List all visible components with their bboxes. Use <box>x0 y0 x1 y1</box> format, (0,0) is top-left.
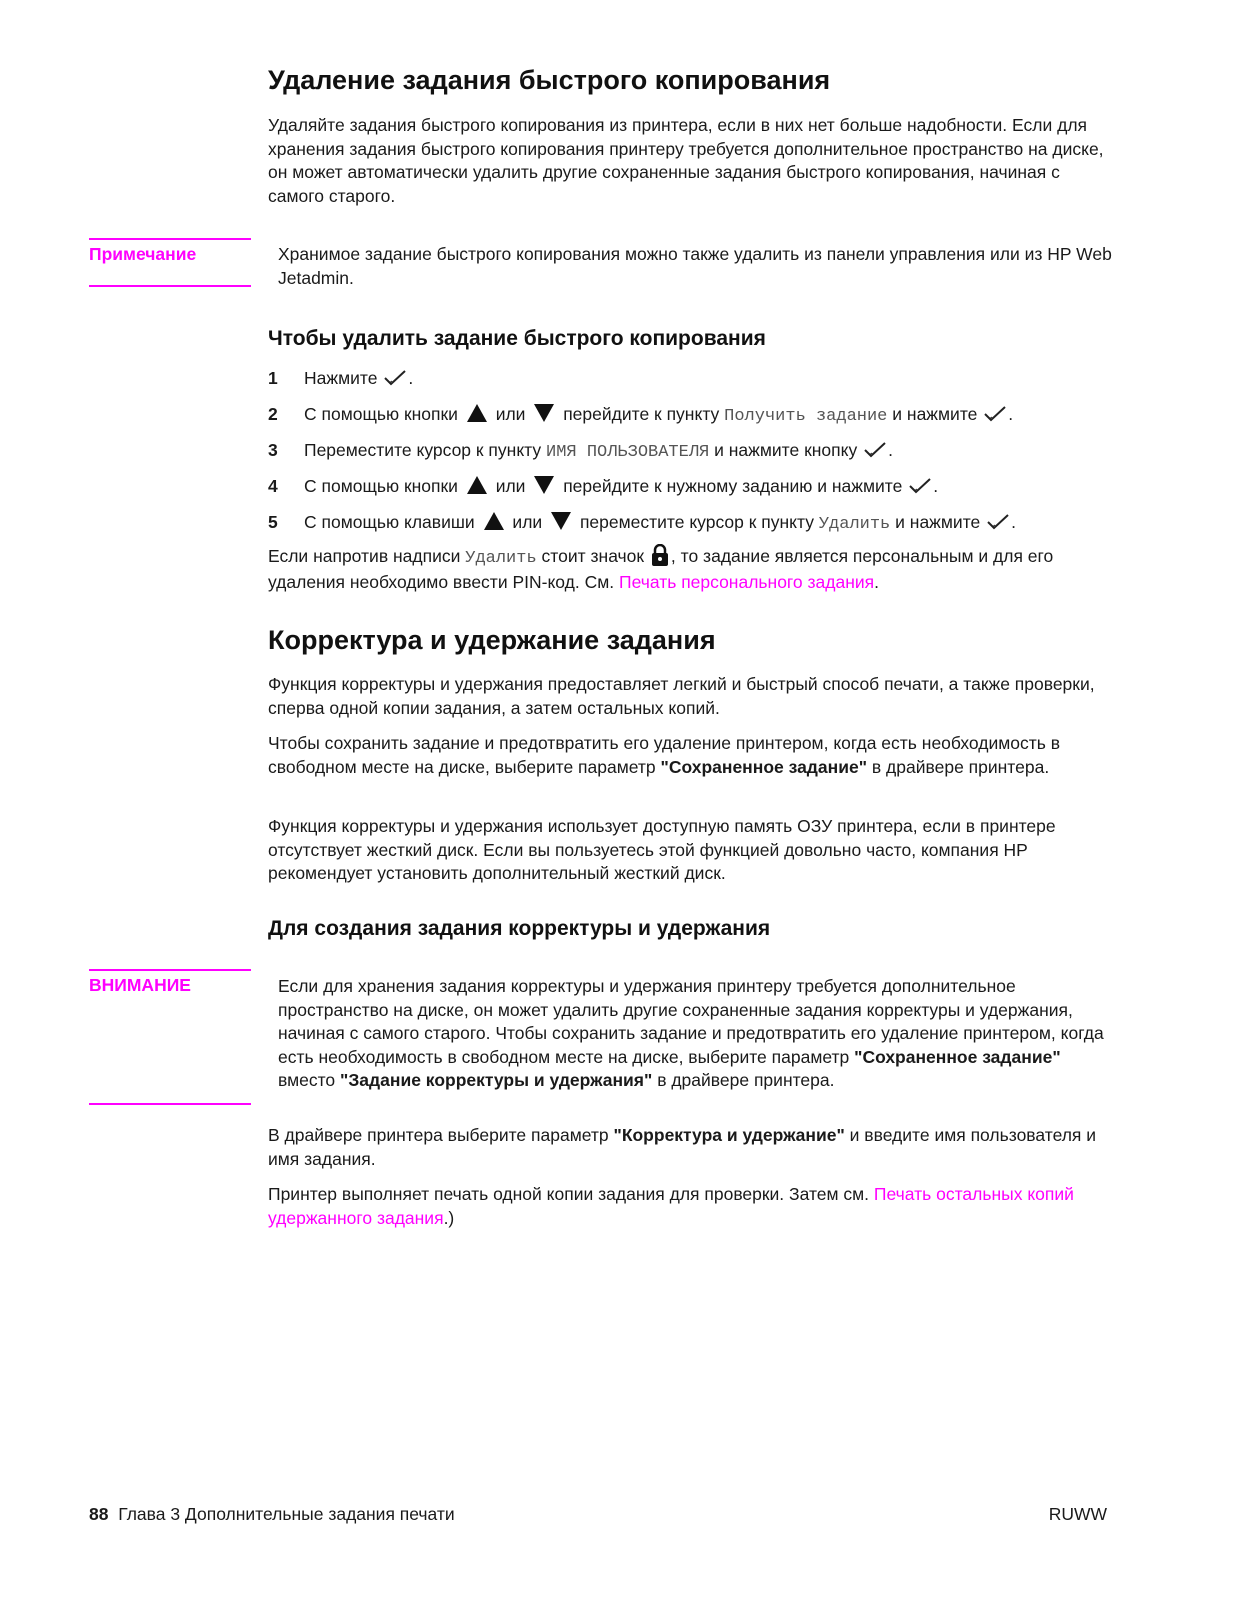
note-label: Примечание <box>89 244 197 264</box>
down-arrow-icon <box>534 404 554 422</box>
note-sidebar <box>89 238 251 287</box>
checkmark-icon <box>864 442 886 458</box>
steps-list <box>268 366 1118 546</box>
intro-paragraph: Удаляйте задания быстрого копирования из принтера, если в них нет больше надобности. Если для хранения задания быстрого копирования принтеру требуется дополнительное пространство на диске, он может автоматически удалить другие сохраненные задания быстрого копирования, начиная с самого старого. <box>268 115 1104 206</box>
steps-list-container <box>268 366 1118 546</box>
text-run: Чтобы сохранить задание и предотвратить его удаление принтером, когда есть необходимость в свободном месте на диске, выберите параметр <box>268 733 1061 777</box>
step-number: 4 <box>268 476 278 496</box>
bold-option: "Задание корректуры и удержания" <box>340 1070 653 1090</box>
text-run: в драйвере принтера. <box>871 756 1050 777</box>
chapter-title: Глава 3 Дополнительные задания печати <box>118 1504 455 1524</box>
step-text: перейдите к пункту <box>563 404 720 424</box>
bold-option: "Корректура и удержание" <box>613 1125 845 1145</box>
section-title: Удаление задания быстрого копирования <box>268 65 831 95</box>
down-arrow-icon <box>534 476 554 494</box>
text-run: стоит значок <box>541 546 645 566</box>
text-run: в драйвере принтера. <box>657 1070 835 1090</box>
text-run: Если напротив надписи <box>268 546 461 566</box>
link-personal-job[interactable]: Печать персонального задания <box>619 571 875 592</box>
note-bottom-rule <box>89 285 251 287</box>
step-text: Нажмите <box>304 368 378 388</box>
bold-option: "Сохраненное задание" <box>854 1046 1061 1067</box>
warning-sidebar <box>89 969 251 1105</box>
menu-item-code: ИМЯ ПОЛЬЗОВАТЕЛЯ <box>546 443 710 462</box>
text-run: и введите имя пользователя и имя задания. <box>268 1125 1097 1169</box>
section-delete-quick-copy <box>268 64 1118 96</box>
step-number: 3 <box>268 440 278 460</box>
lock-icon <box>651 544 669 566</box>
text-run: . <box>874 571 880 592</box>
note-top-rule <box>89 238 251 240</box>
subsection-title: Чтобы удалить задание быстрого копирования <box>268 327 766 350</box>
up-arrow-icon <box>467 476 487 494</box>
step-4 <box>268 474 1118 510</box>
section-title: Корректура и удержание задания <box>268 625 716 655</box>
link-print-remaining-copies[interactable]: Печать остальных копий удержанного задания <box>268 1184 1074 1228</box>
paragraph <box>268 1124 1118 1171</box>
step-text: . <box>408 368 414 388</box>
text-run: .) <box>443 1207 455 1228</box>
step-5 <box>268 510 1118 546</box>
paragraph <box>268 1183 1118 1230</box>
step-2 <box>268 402 1118 438</box>
checkmark-icon <box>987 514 1009 530</box>
step-number: 5 <box>268 512 278 532</box>
step-text: и нажмите <box>895 512 981 532</box>
menu-item-code: Удалить <box>465 549 537 568</box>
up-arrow-icon <box>467 404 487 422</box>
step-text: перейдите к нужному заданию и нажмите <box>563 476 903 496</box>
step-text: . <box>888 440 893 460</box>
checkmark-icon <box>984 406 1006 422</box>
warning-text <box>278 975 1118 1093</box>
step-text: . <box>933 476 939 496</box>
step-text: переместите курсор к пункту <box>579 512 814 532</box>
paragraph: Функция корректуры и удержания предоставляет легкий и быстрый способ печати, а также проверки, сперва одной копии задания, а затем остальных копий. <box>268 674 1095 718</box>
step-text: . <box>1008 404 1014 424</box>
text-run: Принтер выполняет печать одной копии задания для проверки. Затем см. <box>268 1184 870 1204</box>
paragraph <box>268 732 1118 779</box>
text-run: В драйвере принтера выберите параметр <box>268 1125 609 1145</box>
step-number: 2 <box>268 404 278 424</box>
text-run: Если для хранения задания корректуры и удержания принтеру требуется дополнительное пространство на диске, он может удалить другие сохраненные задания корректуры и удержания, начиная с самого старого. Чтобы сохранить задание и предотвратить его удаление принтером, когда есть необходимость в свободном месте на диске, выберите параметр <box>278 976 1104 1067</box>
up-arrow-icon <box>484 512 504 530</box>
step-text: С помощью клавиши <box>304 512 475 532</box>
step-text: или <box>495 404 526 424</box>
step-text: Переместите курсор к пункту <box>304 440 542 460</box>
text-run: вместо <box>278 1070 336 1090</box>
warning-bottom-rule <box>89 1103 251 1105</box>
step-text: и нажмите <box>892 404 978 424</box>
checkmark-icon <box>909 478 931 494</box>
step-text: или <box>512 512 543 532</box>
footer-code: RUWW <box>1048 1504 1107 1524</box>
warning-top-rule <box>89 969 251 971</box>
checkmark-icon <box>384 370 406 386</box>
note-text: Хранимое задание быстрого копирования можно также удалить из панели управления или из HP Web Jetadmin. <box>278 244 1112 288</box>
subsection-title: Для создания задания корректуры и удержания <box>268 917 771 940</box>
step-text: С помощью кнопки <box>304 476 458 496</box>
menu-item-code: Удалить <box>818 515 891 534</box>
menu-item-code: Получить задание <box>724 407 888 426</box>
text-run: , то задание является персональным и для его удаления необходимо ввести PIN-код. См. <box>268 546 1054 592</box>
step-text: . <box>1011 512 1016 532</box>
warning-label: ВНИМАНИЕ <box>89 975 191 995</box>
paragraph: Функция корректуры и удержания использует доступную память ОЗУ принтера, если в принтере отсутствует жесткий диск. Если вы пользуетесь этой функцией довольно часто, компания HP рекомендует установить дополнительный жесткий диск. <box>268 816 1056 883</box>
down-arrow-icon <box>551 512 571 530</box>
page-footer <box>89 1504 1107 1525</box>
step-1 <box>268 366 1118 402</box>
step-3 <box>268 438 1118 474</box>
step-number: 1 <box>268 368 278 388</box>
step-text: С помощью кнопки <box>304 404 458 424</box>
step-text: и нажмите кнопку <box>714 440 858 460</box>
bold-option: "Сохраненное задание" <box>660 756 868 777</box>
step-text: или <box>495 476 526 496</box>
page-number: 88 <box>89 1504 109 1524</box>
personal-job-paragraph <box>268 544 1118 594</box>
